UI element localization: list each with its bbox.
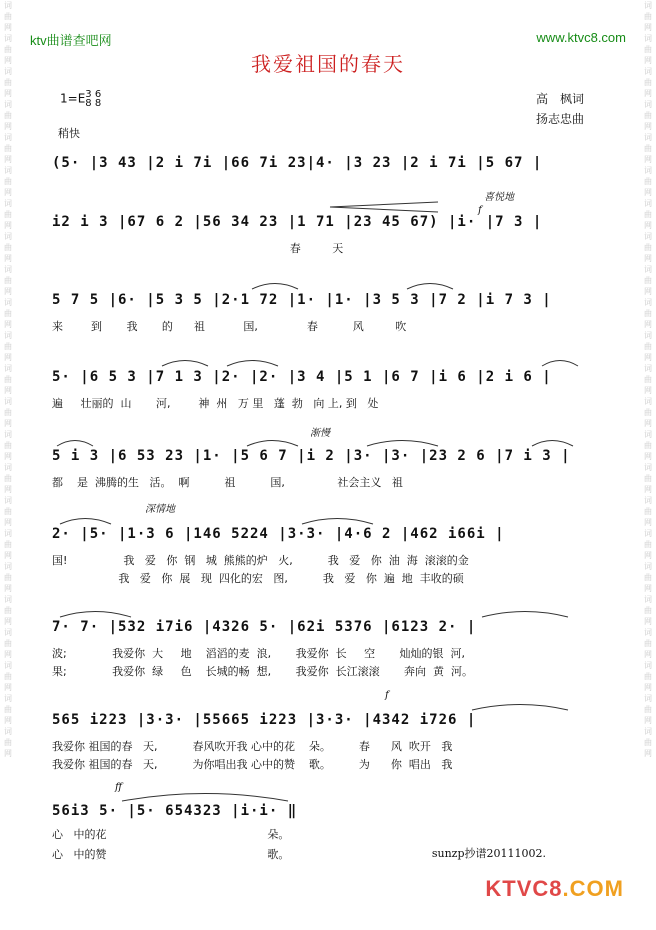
lyric-line: 我爱你 祖国的春 天, 为你唱出我 心中的赞 歌。 为 你 唱出 我 <box>52 758 453 771</box>
tempo-marking: 稍快 <box>58 127 80 140</box>
notation-line: 5· |6 5 3 |7 1 3 |2· |2· |3 4 |5 1 |6 7 |i 6 |2 i 6 | <box>52 369 552 385</box>
notation-line: 7· 7· |532 i7i6 |4326 5· |62i 5376 |6123 2· | <box>52 619 477 635</box>
dynamic-forte-2: f <box>385 690 389 701</box>
slur <box>225 357 280 367</box>
slur <box>530 437 575 447</box>
slur <box>58 515 113 525</box>
lyric-line: 遍 壮丽的 山 河, 神 州 万 里 蓬 勃 向 上, 到 处 <box>52 397 379 410</box>
slur <box>250 280 300 290</box>
slur <box>58 608 133 618</box>
slur <box>120 790 290 802</box>
expression-ritardando: 渐慢 <box>310 428 330 439</box>
notation-line: i2 i 3 |67 6 2 |56 34 23 |1 71 |23 45 67) |i· |7 3 | <box>52 214 543 230</box>
slur <box>405 280 455 290</box>
lyricist-credit: 高 枫词 <box>535 92 584 106</box>
slur <box>540 357 580 367</box>
slur <box>365 437 440 447</box>
song-title: 我爱祖国的春天 <box>251 52 405 76</box>
lyric-line: 心 中的花 朵。 <box>52 828 290 841</box>
slur <box>470 701 570 711</box>
expression-joyful: 喜悦地 <box>484 192 514 203</box>
lyric-line: 春 天 <box>52 242 344 255</box>
key-prefix: 1=E <box>60 91 86 106</box>
lyric-line: 我爱你 祖国的春 天, 春风吹开我 心中的花 朵。 春 风 吹开 我 <box>52 740 453 753</box>
transcriber-note: sunzp抄谱20111002. <box>431 847 546 860</box>
lyric-line: 心 中的赞 歌。 <box>52 848 290 861</box>
dynamic-forte-1: f <box>478 205 482 216</box>
watermark-right: 词曲网词曲网词曲网词曲网词曲网词曲网词曲网词曲网词曲网词曲网词曲网词曲网词曲网词曲网词曲网词曲网词曲网词曲网词曲网词曲网词曲网词曲网词曲网 <box>644 1 652 758</box>
site-logo[interactable] <box>485 876 624 902</box>
notation-line: 5 i 3 |6 53 23 |1· |5 6 7 |i 2 |3· |3· |23 2 6 |7 i 3 | <box>52 448 571 464</box>
notation-line: 5 7 5 |6· |5 3 5 |2·1 72 |1· |1· |3 5 3 |7 2 |i 7 3 | <box>52 292 552 308</box>
logo-text: KTVC8 <box>485 876 563 901</box>
slur <box>55 437 95 447</box>
lyric-line: 来 到 我 的 祖 国, 春 风 吹 <box>52 320 407 333</box>
site-url-right[interactable]: www.ktvc8.com <box>536 30 626 45</box>
lyric-line: 我 爱 你 展 现 四化的宏 图, 我 爱 你 遍 地 丰收的硕 <box>52 572 464 585</box>
logo-suffix: .COM <box>562 876 624 901</box>
slur <box>300 515 375 525</box>
lyric-line: 波; 我爱你 大 地 滔滔的麦 浪, 我爱你 长 空 灿灿的银 河, <box>52 647 466 660</box>
time-top: 3 6 <box>85 89 102 100</box>
expression-deep-feeling: 深情地 <box>145 504 175 515</box>
dynamic-fortissimo: ff <box>115 782 123 793</box>
watermark-left: 词曲网词曲网词曲网词曲网词曲网词曲网词曲网词曲网词曲网词曲网词曲网词曲网词曲网词曲网词曲网词曲网词曲网词曲网词曲网词曲网词曲网词曲网词曲网 <box>4 1 12 758</box>
lyric-line: 果; 我爱你 绿 色 长城的畅 想, 我爱你 长江滚滚 奔向 黄 河。 <box>52 665 474 678</box>
notation-line: 565 i223 |3·3· |55665 i223 |3·3· |4342 i726 | <box>52 712 477 728</box>
slur <box>160 357 210 367</box>
lyric-line: 都 是 沸腾的生 活。 啊 祖 国, 社会主义 祖 <box>52 476 403 489</box>
composer-credit: 扬志忠曲 <box>535 112 584 126</box>
notation-line: (5· |3 43 |2 i 7i |66 7i 23|4· |3 23 |2 i 7i |5 67 | <box>52 155 543 171</box>
notation-line: 56i3 5· |5· 654323 |i·i· ‖ <box>52 803 298 819</box>
notation-line: 2· |5· |1·3 6 |146 5224 |3·3· |4·6 2 |462 i66i | <box>52 526 505 542</box>
slur <box>245 437 300 447</box>
site-name-left[interactable]: ktv曲谱查吧网 <box>30 33 112 48</box>
slur <box>480 608 570 618</box>
time-bottom: 8 8 <box>85 98 102 109</box>
lyric-line: 国! 我 爱 你 钢 城 熊熊的炉 火, 我 爱 你 油 海 滚滚的金 <box>52 554 469 567</box>
time-signature <box>85 90 101 108</box>
key-signature <box>60 90 101 108</box>
crescendo-mark <box>330 200 440 214</box>
